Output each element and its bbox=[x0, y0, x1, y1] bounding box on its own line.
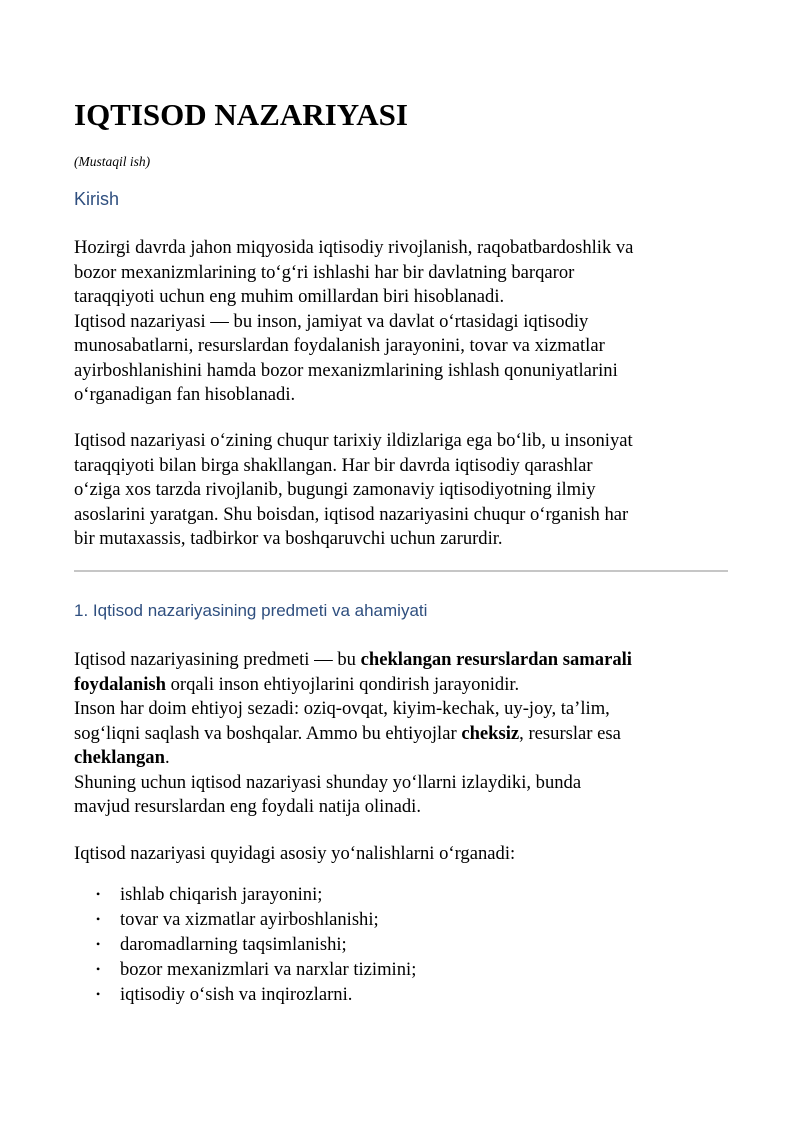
list-item bbox=[74, 932, 416, 957]
intro-paragraph-1 bbox=[74, 236, 734, 408]
section1-paragraph-1 bbox=[74, 648, 734, 820]
bullet-icon: • bbox=[96, 912, 101, 926]
text-line: munosabatlarni, resurslardan foydalanish jarayonini, tovar va xizmatlar bbox=[74, 335, 605, 356]
text-line: taraqqiyoti uchun eng muhim omillardan biri hisoblanadi. bbox=[74, 286, 505, 307]
text-line bbox=[74, 722, 734, 747]
list-item bbox=[74, 957, 416, 982]
text-line: o‘ziga xos tarzda rivojlanib, bugungi zamonaviy iqtisodiyotning ilmiy bbox=[74, 479, 596, 500]
plain-text: . bbox=[164, 747, 170, 768]
section1-paragraph-2 bbox=[74, 842, 734, 867]
text-line: ayirboshlanishini hamda bozor mexanizmlarining ishlash qonuniyatlarini bbox=[74, 359, 618, 381]
list-item bbox=[74, 982, 416, 1007]
topics-list bbox=[74, 882, 416, 1007]
text-line: bozor mexanizmlarining to‘g‘ri ishlashi har bir davlatning barqaror bbox=[74, 261, 575, 283]
intro-heading: Kirish bbox=[74, 189, 120, 209]
plain-text: , resurslar esa bbox=[519, 722, 621, 744]
text-line: Iqtisod nazariyasi quyidagi asosiy yo‘nalishlarni o‘rganadi: bbox=[74, 843, 516, 864]
text-line: mavjud resurslardan eng foydali natija olinadi. bbox=[74, 796, 421, 817]
list-item-text: daromadlarning taqsimlanishi; bbox=[120, 934, 347, 955]
bullet-icon: • bbox=[96, 962, 101, 976]
bullet-icon: • bbox=[96, 887, 101, 901]
text-line: taraqqiyoti bilan birga shakllangan. Har bir davrda iqtisodiy qarashlar bbox=[74, 454, 593, 476]
bullet-icon: • bbox=[96, 987, 101, 1001]
document-subtitle: (Mustaqil ish) bbox=[74, 154, 151, 169]
text-line: Inson har doim ehtiyoj sezadi: oziq-ovqat, kiyim-kechak, uy-joy, ta’lim, bbox=[74, 698, 610, 719]
bold-text: cheksiz bbox=[461, 722, 520, 744]
intro-paragraph-2 bbox=[74, 429, 734, 552]
list-item-text: bozor mexanizmlari va narxlar tizimini; bbox=[120, 959, 417, 980]
list-item-text: iqtisodiy o‘sish va inqirozlarni. bbox=[120, 984, 353, 1005]
text-line bbox=[74, 746, 734, 771]
list-item bbox=[74, 882, 416, 907]
text-line: o‘rganadigan fan hisoblanadi. bbox=[74, 384, 296, 405]
document-title: IQTISOD NAZARIYASI bbox=[74, 97, 408, 132]
text-line: Iqtisod nazariyasi — bu inson, jamiyat va davlat o‘rtasidagi iqtisodiy bbox=[74, 310, 589, 332]
text-line: bir mutaxassis, tadbirkor va boshqaruvchi uchun zarurdir. bbox=[74, 528, 503, 549]
text-line: asoslarini yaratgan. Shu boisdan, iqtisod nazariyasini chuqur o‘rganish har bbox=[74, 503, 629, 525]
bold-text: cheklangan resurslardan samarali bbox=[360, 649, 632, 670]
bullet-icon: • bbox=[96, 937, 101, 951]
plain-text: Iqtisod nazariyasining predmeti — bu bbox=[74, 649, 361, 670]
bold-text: cheklangan bbox=[74, 747, 165, 768]
bold-text: foydalanish bbox=[74, 673, 166, 695]
plain-text: sog‘liqni saqlash va boshqalar. Ammo bu ehtiyojlar bbox=[74, 722, 462, 744]
text-line bbox=[74, 673, 734, 698]
text-line: Iqtisod nazariyasi o‘zining chuqur tarixiy ildizlariga ega bo‘lib, u insoniyat bbox=[74, 430, 633, 451]
list-item-text: ishlab chiqarish jarayonini; bbox=[120, 884, 323, 905]
section-divider bbox=[74, 570, 728, 572]
section1-heading: 1. Iqtisod nazariyasining predmeti va ahamiyati bbox=[74, 601, 428, 620]
list-item bbox=[74, 907, 416, 932]
text-line bbox=[74, 648, 734, 673]
text-line: Shuning uchun iqtisod nazariyasi shunday yo‘llarni izlaydiki, bunda bbox=[74, 771, 582, 793]
text-line: Hozirgi davrda jahon miqyosida iqtisodiy rivojlanish, raqobatbardoshlik va bbox=[74, 237, 634, 258]
plain-text: orqali inson ehtiyojlarini qondirish jarayonidir. bbox=[165, 673, 520, 695]
list-item-text: tovar va xizmatlar ayirboshlanishi; bbox=[120, 909, 379, 930]
